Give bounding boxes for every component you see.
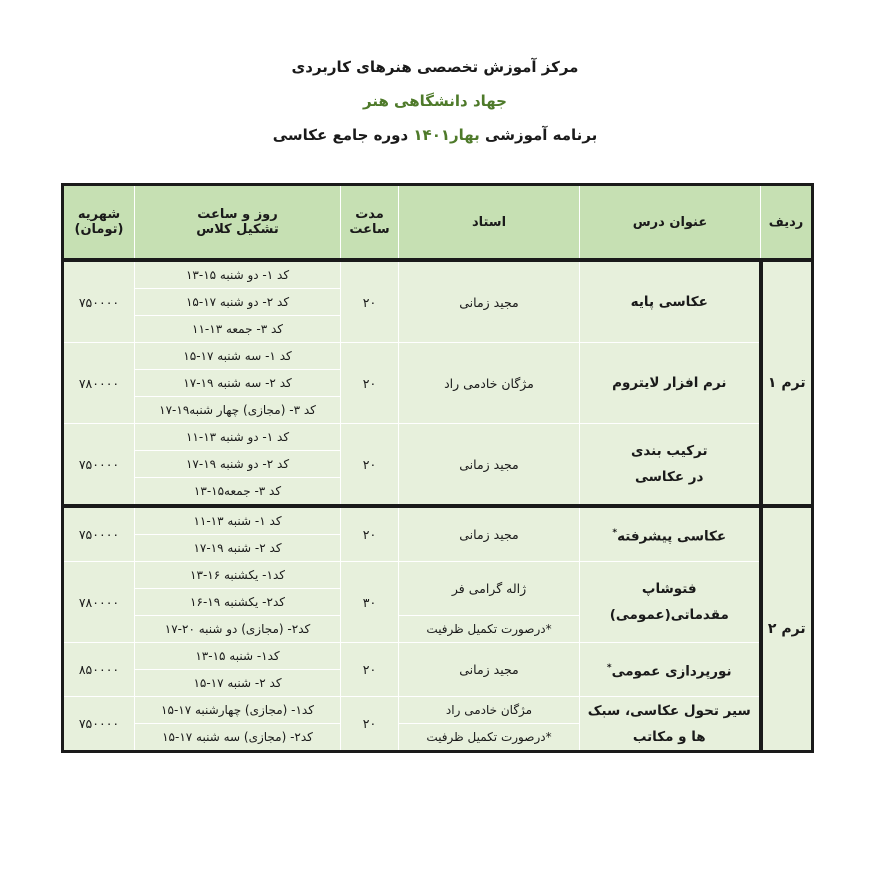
class-slot: کد ۲- سه شنبه ۱۹-۱۷ <box>135 370 341 397</box>
table-row <box>63 343 813 370</box>
class-slot: کد۱- شنبه ۱۵-۱۳ <box>135 643 341 670</box>
course-title: ترکیب بندی در عکاسی <box>580 424 761 507</box>
class-slot: کد ۱- دو شنبه ۱۵-۱۳ <box>135 260 341 289</box>
table-row <box>63 697 813 724</box>
header-duration: مدت ساعت <box>341 185 399 261</box>
table-row <box>63 506 813 535</box>
course-duration: ۲۰ <box>341 343 399 424</box>
class-slot: کد ۲- شنبه ۱۷-۱۵ <box>135 670 341 697</box>
table-row <box>63 260 813 289</box>
class-slot: کد۲- یکشنبه ۱۹-۱۶ <box>135 589 341 616</box>
table-row <box>63 562 813 589</box>
class-slot: کد ۲- دو شنبه ۱۹-۱۷ <box>135 451 341 478</box>
schedule-table <box>61 183 814 753</box>
class-slot: کد۱- (مجازی) چهارشنبه ۱۷-۱۵ <box>135 697 341 724</box>
course-fee: ۷۵۰۰۰۰ <box>63 424 135 507</box>
course-fee: ۷۸۰۰۰۰ <box>63 343 135 424</box>
table-header-row <box>63 185 813 261</box>
class-slot: کد ۳- جمعه ۱۳-۱۱ <box>135 316 341 343</box>
header-teacher: استاد <box>399 185 580 261</box>
header-schedule: روز و ساعت تشکیل کلاس <box>135 185 341 261</box>
class-slot: کد۱- یکشنبه ۱۶-۱۳ <box>135 562 341 589</box>
course-duration: ۲۰ <box>341 424 399 507</box>
course-duration: ۲۰ <box>341 506 399 562</box>
class-slot: کد۲- (مجازی) سه شنبه ۱۷-۱۵ <box>135 724 341 752</box>
course-fee: ۷۸۰۰۰۰ <box>63 562 135 643</box>
course-teacher: ژاله گرامی فر <box>399 562 580 616</box>
course-fee: ۷۵۰۰۰۰ <box>63 506 135 562</box>
header-center-name: مرکز آموزش تخصصی هنرهای کاربردی <box>291 58 579 76</box>
table-row <box>63 424 813 451</box>
class-slot: کد ۱- دو شنبه ۱۳-۱۱ <box>135 424 341 451</box>
class-slot: کد ۱- شنبه ۱۳-۱۱ <box>135 506 341 535</box>
header-program-title: برنامه آموزشی بهار۱۴۰۱ دوره جامع عکاسی <box>272 126 598 144</box>
course-title: عکاسی پایه <box>580 260 761 343</box>
class-slot: کد ۲- دو شنبه ۱۷-۱۵ <box>135 289 341 316</box>
course-title: نرم افزار لایتروم <box>580 343 761 424</box>
document-header <box>0 50 870 152</box>
course-fee: ۷۵۰۰۰۰ <box>63 697 135 752</box>
class-slot: کد ۳- (مجازی) چهار شنبه۱۹-۱۷ <box>135 397 341 424</box>
course-teacher: مجید زمانی <box>399 643 580 697</box>
course-duration: ۳۰ <box>341 562 399 643</box>
class-slot: کد ۲- شنبه ۱۹-۱۷ <box>135 535 341 562</box>
course-fee: ۸۵۰۰۰۰ <box>63 643 135 697</box>
course-duration: ۲۰ <box>341 260 399 343</box>
class-slot: کد۲- (مجازی) دو شنبه ۲۰-۱۷ <box>135 616 341 643</box>
header-organization: جهاد دانشگاهی هنر <box>362 92 507 110</box>
capacity-note: *درصورت تکمیل ظرفیت <box>399 616 580 643</box>
header-fee: شهریه (تومان) <box>63 185 135 261</box>
term-1-cell: ترم ۱ <box>761 260 813 506</box>
class-slot: کد ۱- سه شنبه ۱۷-۱۵ <box>135 343 341 370</box>
course-teacher: مجید زمانی <box>399 260 580 343</box>
course-teacher: مجید زمانی <box>399 506 580 562</box>
course-duration: ۲۰ <box>341 643 399 697</box>
header-row-number: ردیف <box>761 185 813 261</box>
course-teacher: مژگان خادمی راد <box>399 697 580 724</box>
table-row <box>63 643 813 670</box>
course-title: فتوشاپ مقدماتی(عمومی) <box>580 562 761 643</box>
course-title: سیر تحول عکاسی، سبک ها و مکاتب <box>580 697 761 752</box>
header-course-title: عنوان درس <box>580 185 761 261</box>
course-title: عکاسی پیشرفته* <box>580 506 761 562</box>
course-teacher: مژگان خادمی راد <box>399 343 580 424</box>
class-slot: کد ۳- جمعه۱۵-۱۳ <box>135 478 341 507</box>
course-title: نورپردازی عمومی* <box>580 643 761 697</box>
course-duration: ۲۰ <box>341 697 399 752</box>
capacity-note: *درصورت تکمیل ظرفیت <box>399 724 580 752</box>
course-fee: ۷۵۰۰۰۰ <box>63 260 135 343</box>
term-2-cell: ترم ۲ <box>761 506 813 752</box>
course-teacher: مجید زمانی <box>399 424 580 507</box>
